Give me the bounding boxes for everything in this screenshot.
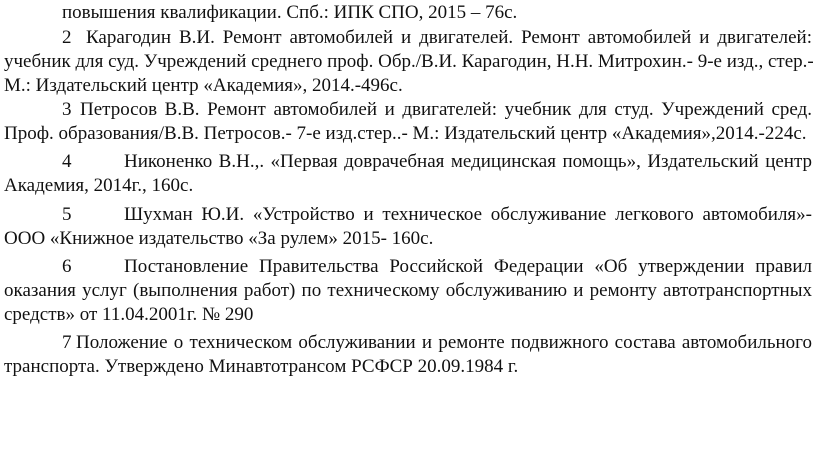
reference-7-number: 7 (62, 332, 72, 353)
reference-3-number: 3 (62, 99, 72, 120)
reference-4-line-2: Академия, 2014г., 160с. (4, 175, 194, 196)
reference-5-line-1: Шухман Ю.И. «Устройство и техническое обслуживание легкового автомобиля»- (124, 204, 812, 225)
reference-5-line-2: ООО «Книжное издательство «За рулем» 2015- 160с. (4, 228, 434, 249)
reference-3-line-1: Петросов В.В. Ремонт автомобилей и двигателей: учебник для студ. Учреждений сред. (80, 99, 812, 120)
reference-6-line-1: Постановление Правительства Российской Федерации «Об утверждении правил (124, 256, 812, 277)
reference-7-line-1: Положение о техническом обслуживании и ремонте подвижного состава автомобильного (76, 332, 812, 353)
reference-2-number: 2 (62, 27, 72, 48)
reference-continuation-line: повышения квалификации. Спб.: ИПК СПО, 2015 – 76с. (62, 2, 518, 23)
reference-2-line-1: Карагодин В.И. Ремонт автомобилей и двигателей. Ремонт автомобилей и двигателей: (86, 27, 812, 48)
reference-5-number: 5 (62, 204, 72, 225)
reference-2-line-3: М.: Издательский центр «Академия», 2014.-496с. (4, 75, 403, 96)
reference-4-number: 4 (62, 151, 72, 172)
reference-3-line-2: Проф. образования/В.В. Петросов.- 7-е изд.стер..- М.: Издательский центр «Академия»,2014.-224с. (4, 123, 807, 144)
reference-6-line-2: оказания услуг (выполнения работ) по техническому обслуживанию и ремонту автотранспортных (4, 280, 812, 301)
reference-7-line-2: транспорта. Утверждено Минавтотрансом РСФСР 20.09.1984 г. (4, 356, 519, 377)
reference-4-line-1: Никоненко В.Н.,. «Первая доврачебная медицинская помощь», Издательский центр (124, 151, 812, 172)
reference-6-number: 6 (62, 256, 72, 277)
reference-6-line-3: средств» от 11.04.2001г. № 290 (4, 304, 254, 325)
reference-2-line-2: учебник для суд. Учреждений среднего проф. Обр./В.И. Карагодин, Н.Н. Митрохин.- 9-е изд., стер.- (4, 51, 814, 72)
